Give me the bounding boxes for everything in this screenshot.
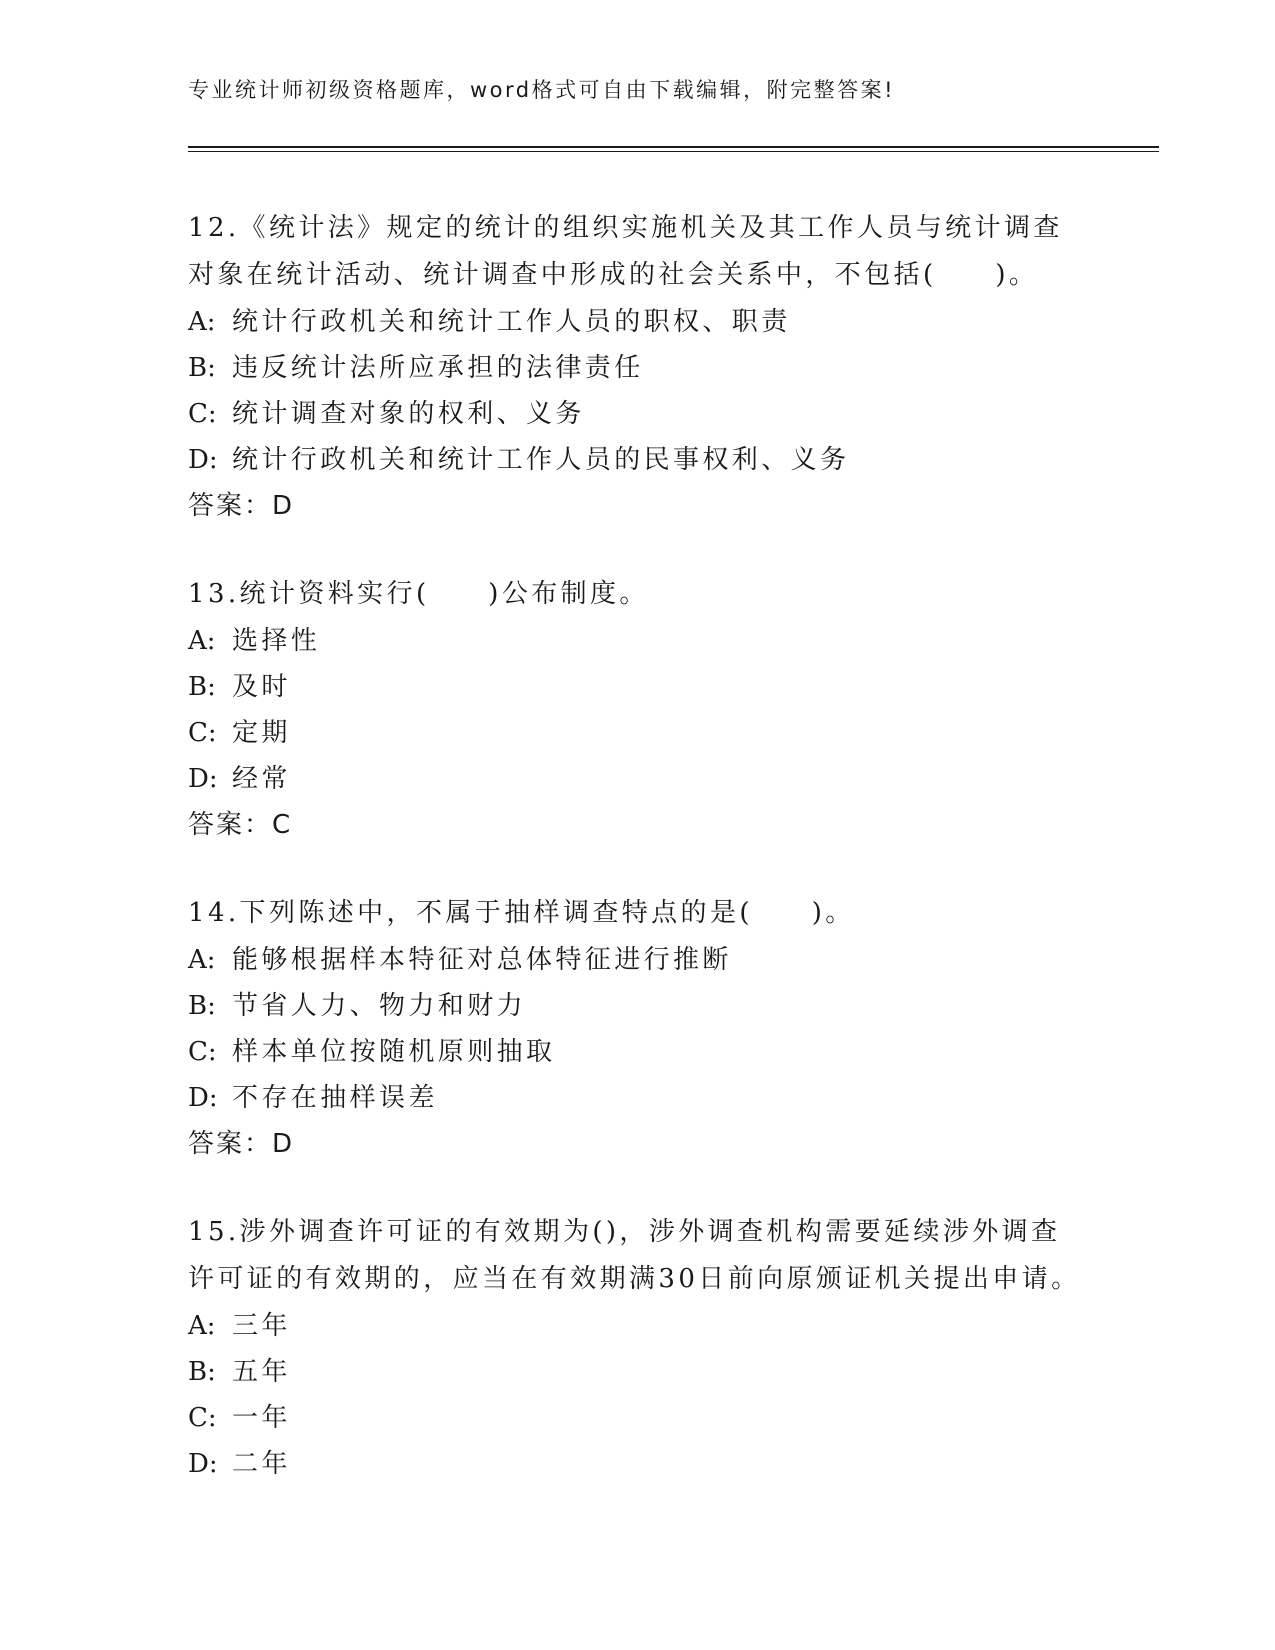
option-text: 选择性 <box>232 626 321 656</box>
option-letter: C: <box>188 718 217 748</box>
option-c <box>188 391 1088 437</box>
option-a <box>188 937 1088 983</box>
option-text: 违反统计法所应承担的法律责任 <box>232 353 644 383</box>
option-letter: D: <box>188 1449 218 1479</box>
option-text: 样本单位按随机原则抽取 <box>232 1037 556 1067</box>
question-list <box>188 205 1088 1529</box>
option-letter: B: <box>188 672 216 702</box>
option-text: 统计行政机关和统计工作人员的民事权利、义务 <box>232 445 850 475</box>
option-d <box>188 1075 1088 1121</box>
option-b <box>188 983 1088 1029</box>
question-stem: 14.下列陈述中，不属于抽样调查特点的是( )。 <box>188 898 855 928</box>
option-letter: D: <box>188 445 218 475</box>
header-rule-thick <box>188 146 1159 148</box>
option-b <box>188 345 1088 391</box>
option-letter: C: <box>188 399 217 429</box>
option-text: 及时 <box>232 672 291 702</box>
option-text: 定期 <box>232 718 291 748</box>
option-text: 三年 <box>232 1311 291 1341</box>
option-letter: D: <box>188 1083 218 1113</box>
option-c <box>188 1395 1088 1441</box>
option-text: 五年 <box>232 1357 291 1387</box>
answer-label: 答案：D <box>188 1129 295 1159</box>
option-letter: A: <box>188 945 216 975</box>
option-letter: A: <box>188 307 216 337</box>
option-text: 不存在抽样误差 <box>232 1083 438 1113</box>
question-13 <box>188 571 1088 848</box>
option-text: 二年 <box>232 1449 291 1479</box>
question-12 <box>188 205 1088 529</box>
option-b <box>188 1349 1088 1395</box>
option-c <box>188 710 1088 756</box>
answer-label: 答案：C <box>188 810 293 840</box>
answer-label: 答案：D <box>188 491 295 521</box>
option-b <box>188 664 1088 710</box>
option-d <box>188 1441 1088 1487</box>
option-text: 能够根据样本特征对总体特征进行推断 <box>232 945 732 975</box>
question-15 <box>188 1209 1088 1487</box>
option-c <box>188 1029 1088 1075</box>
option-a <box>188 618 1088 664</box>
option-d <box>188 756 1088 802</box>
option-letter: D: <box>188 764 218 794</box>
question-stem: 15.涉外调查许可证的有效期为()，涉外调查机构需要延续涉外调查许可证的有效期的，应当在有效期满30日前向原颁证机关提出申请。 <box>188 1217 1081 1294</box>
question-stem: 13.统计资料实行( )公布制度。 <box>188 579 649 609</box>
option-letter: B: <box>188 353 216 383</box>
option-letter: A: <box>188 626 216 656</box>
option-text: 一年 <box>232 1403 291 1433</box>
option-d <box>188 437 1088 483</box>
page-header: 专业统计师初级资格题库，word格式可自由下载编辑，附完整答案! <box>188 78 896 102</box>
option-text: 统计调查对象的权利、义务 <box>232 399 585 429</box>
option-letter: B: <box>188 991 216 1021</box>
question-stem: 12.《统计法》规定的统计的组织实施机关及其工作人员与统计调查对象在统计活动、统计调查中形成的社会关系中，不包括( )。 <box>188 213 1063 290</box>
option-text: 统计行政机关和统计工作人员的职权、职责 <box>232 307 791 337</box>
option-letter: B: <box>188 1357 216 1387</box>
header-rule-thin <box>188 151 1159 152</box>
option-a <box>188 299 1088 345</box>
option-letter: A: <box>188 1311 216 1341</box>
option-text: 经常 <box>232 764 291 794</box>
option-text: 节省人力、物力和财力 <box>232 991 527 1021</box>
option-letter: C: <box>188 1037 217 1067</box>
option-letter: C: <box>188 1403 217 1433</box>
question-14 <box>188 890 1088 1167</box>
option-a <box>188 1303 1088 1349</box>
